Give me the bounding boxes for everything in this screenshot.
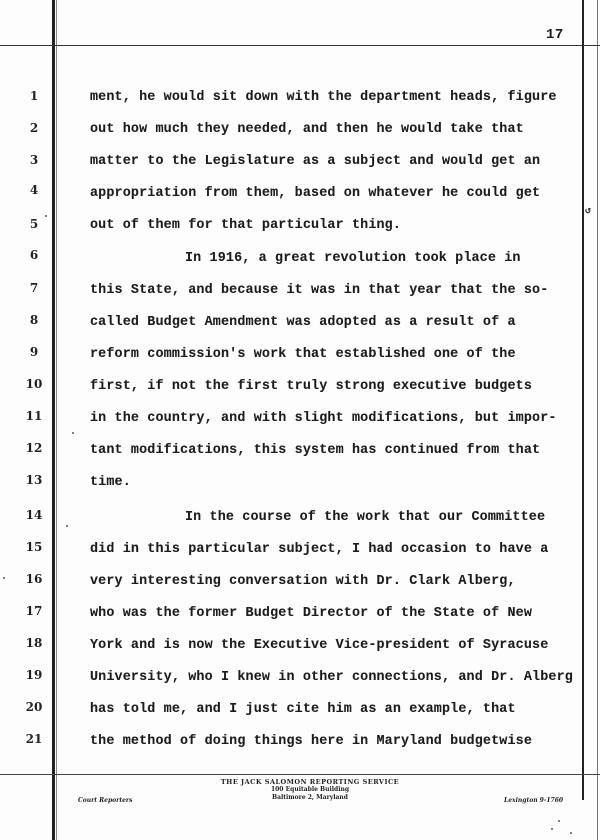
line-number: 7: [29, 281, 39, 295]
footer-rule: [0, 774, 600, 775]
line-number: 9: [29, 345, 39, 359]
line-number: 18: [25, 636, 43, 650]
transcript-line: this State, and because it was in that year that the so-: [90, 283, 549, 298]
reporting-service-imprint: [200, 778, 420, 802]
transcript-line: reform commission's work that established one of the: [90, 347, 516, 362]
transcript-line: the method of doing things here in Maryland budgetwise: [90, 734, 533, 749]
line-number: 2: [29, 121, 39, 135]
footer-court-reporters: Court Reporters: [78, 797, 133, 804]
service-name: THE JACK SALOMON REPORTING SERVICE: [220, 778, 400, 786]
line-number: 19: [25, 668, 43, 682]
transcript-line: first, if not the first truly strong executive budgets: [90, 379, 533, 394]
line-number: 14: [25, 508, 43, 522]
line-number: 13: [25, 473, 43, 487]
line-number: 21: [25, 732, 43, 746]
transcript-line: in the country, and with slight modifications, but impor-: [90, 411, 557, 426]
scan-speck: [45, 215, 47, 217]
scan-speck: [66, 525, 68, 527]
scan-speck: [570, 832, 572, 834]
transcript-line: In 1916, a great revolution took place in: [185, 251, 521, 266]
transcript-line: who was the former Budget Director of the State of New: [90, 606, 533, 621]
transcript-line: York and is now the Executive Vice-president of Syracuse: [90, 638, 549, 653]
margin-mark-icon: ↺: [585, 206, 592, 217]
transcript-line: ment, he would sit down with the department heads, figure: [90, 90, 557, 105]
footer-phone: Lexington 9-1760: [504, 797, 564, 804]
line-number: 17: [25, 604, 43, 618]
transcript-line: very interesting conversation with Dr. Clark Alberg,: [90, 574, 516, 589]
left-margin-rule: [52, 0, 55, 840]
transcript-line: has told me, and I just cite him as an example, that: [90, 702, 516, 717]
transcript-line: In the course of the work that our Committee: [185, 510, 546, 525]
line-number: 3: [29, 153, 39, 167]
transcript-line: time.: [90, 475, 131, 490]
line-number: 4: [29, 183, 39, 197]
transcript-line: out how much they needed, and then he would take that: [90, 122, 524, 137]
line-number: 8: [29, 313, 39, 327]
scan-speck: [72, 432, 74, 434]
right-margin-rule: [582, 0, 584, 800]
header-rule: [0, 45, 600, 46]
scan-speck: [558, 820, 560, 822]
line-number: 15: [25, 540, 43, 554]
page-number: 17: [546, 27, 564, 43]
transcript-line: out of them for that particular thing.: [90, 218, 402, 233]
transcript-line: matter to the Legislature as a subject and would get an: [90, 154, 541, 169]
line-number: 10: [25, 377, 43, 391]
transcript-line: called Budget Amendment was adopted as a result of a: [90, 315, 516, 330]
line-number: 12: [25, 441, 43, 455]
line-number: 5: [29, 217, 39, 231]
left-margin-rule-inner: [56, 0, 57, 840]
transcript-line: tant modifications, this system has continued from that: [90, 443, 541, 458]
line-number: 6: [29, 248, 39, 262]
service-address: 100 Equitable Building: [270, 786, 350, 793]
scan-speck: [551, 828, 553, 830]
line-number: 20: [25, 700, 43, 714]
transcript-line: University, who I knew in other connections, and Dr. Alberg: [90, 670, 573, 685]
service-city: Baltimore 2, Maryland: [272, 794, 348, 801]
line-number: 16: [25, 572, 43, 586]
right-edge-rule: [597, 0, 598, 840]
line-number: 1: [29, 89, 39, 103]
transcript-line: appropriation from them, based on whatever he could get: [90, 186, 541, 201]
transcript-line: did in this particular subject, I had occasion to have a: [90, 542, 549, 557]
scan-speck: [3, 577, 5, 579]
line-number: 11: [25, 409, 43, 423]
